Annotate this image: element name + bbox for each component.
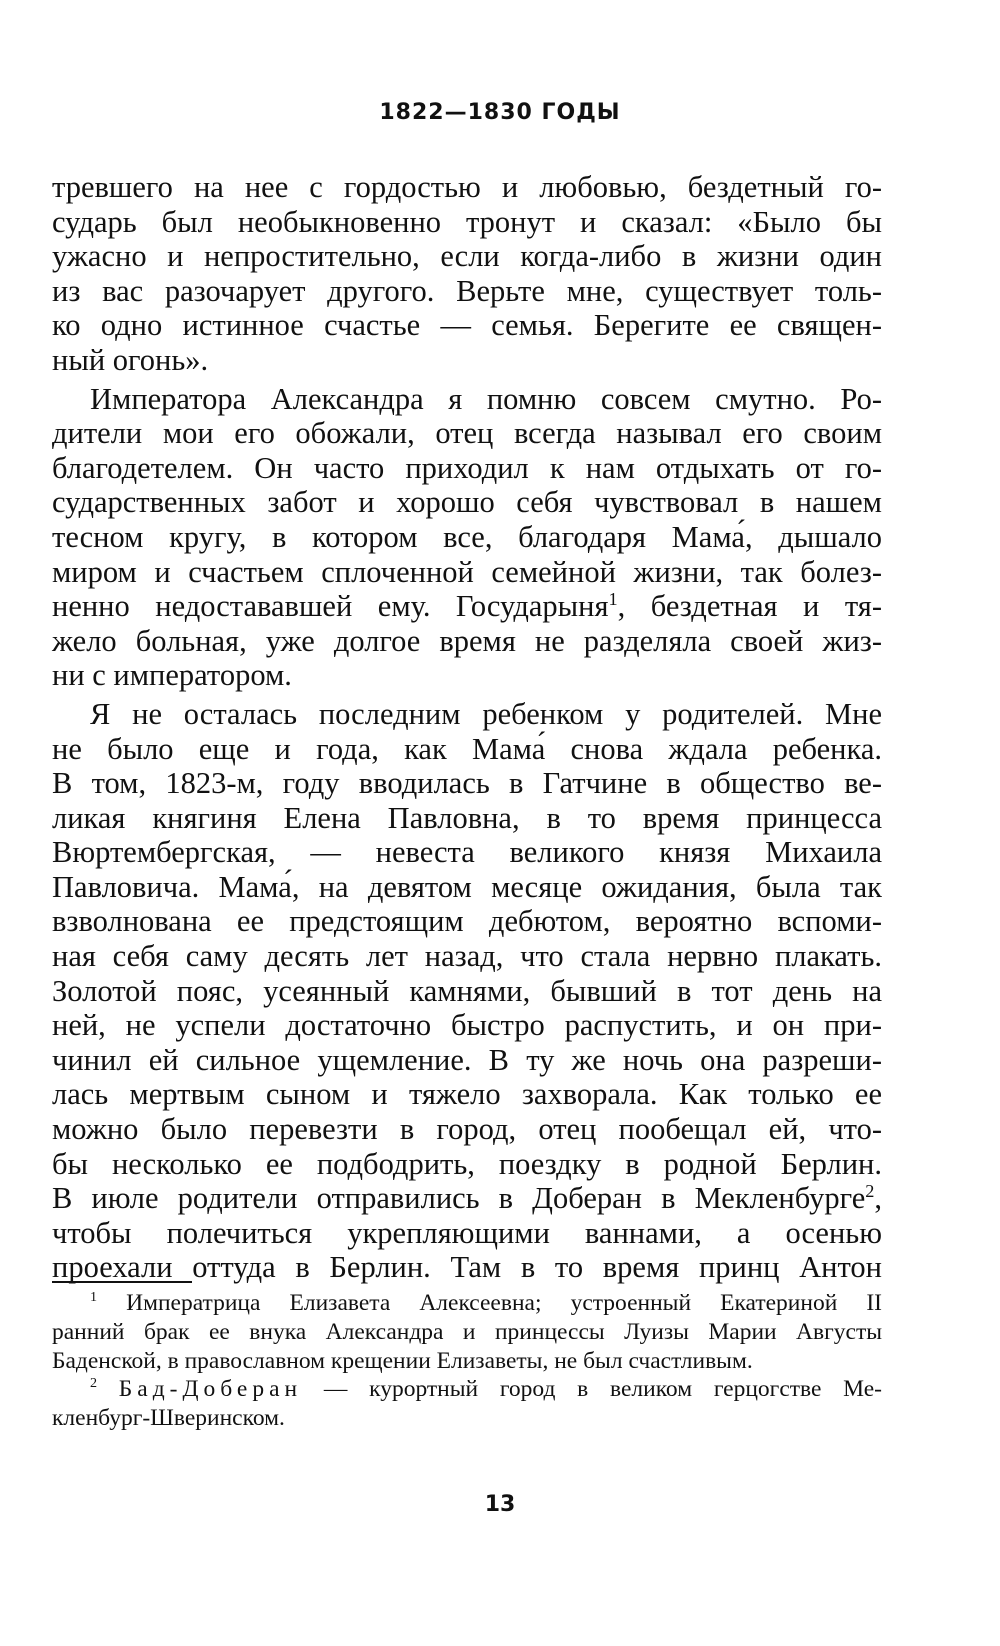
text-fragment: Императрица Елизавета Алексеевна; устроенный Екатериной II: [126, 1290, 882, 1316]
footnote-divider: [52, 1281, 192, 1283]
text-line: ная себя саму десять лет назад, что стала нервно плакать.: [52, 939, 882, 974]
footnote-line: Баденской, в православном крещении Елизаветы, не был счастливым.: [52, 1347, 753, 1374]
footnote-line: кленбург-Шверинском.: [52, 1405, 285, 1432]
text-fragment: В июле родители отправились в Доберан в Мекленбурге: [52, 1181, 866, 1216]
text-line: чтобы полечиться укрепляющими ваннами, а осенью: [52, 1215, 882, 1250]
text-line: [52, 1181, 882, 1216]
text-line: сударь был необыкновенно тронут и сказал: «Было бы: [52, 204, 882, 239]
text-line: жело больная, уже долгое время не разделяла своей жиз-: [52, 623, 882, 658]
text-line: тесном кругу, в котором все, благодаря Мама́, дышало: [52, 519, 882, 554]
text-line: ужасно и непростительно, если когда-либо в жизни один: [52, 239, 882, 274]
text-line: чинил ей сильное ущемление. В ту же ночь она разреши-: [52, 1042, 882, 1077]
text-line: дители мои его обожали, отец всегда называл его своим: [52, 416, 882, 451]
footnote-ref-2[interactable]: 2: [865, 1181, 875, 1202]
text-line: не было еще и года, как Мама́ снова ждала ребенка.: [52, 731, 882, 766]
text-line: взволнована ее предстоящим дебютом, вероятно вспоми-: [52, 904, 882, 939]
text-line: ней, не успели достаточно быстро распустить, и он при-: [52, 1008, 882, 1043]
text-fragment: ненно недостававшей ему. Государыня: [52, 589, 609, 624]
text-line: Павловича. Мама́, на девятом месяце ожидания, была так: [52, 869, 882, 904]
text-line: сударственных забот и хорошо себя чувствовал в нашем: [52, 485, 882, 520]
text-line: из вас разочарует другого. Верьте мне, существует толь-: [52, 273, 882, 308]
text-line: благодетелем. Он часто приходил к нам отдыхать от го-: [52, 450, 882, 485]
text-fragment: , бездетная и тя-: [617, 589, 882, 624]
footnote-line: [52, 1289, 882, 1318]
text-fragment: ,: [874, 1181, 882, 1216]
text-line: ликая княгиня Елена Павловна, в то время принцесса: [52, 800, 882, 835]
text-line: В том, 1823-м, году вводилась в Гатчине в общество ве-: [52, 766, 882, 801]
text-line: Вюртембергская, — невеста великого князя Михаила: [52, 835, 882, 870]
text-line: ный огонь».: [52, 342, 209, 377]
footnote-ref-1[interactable]: 1: [608, 588, 618, 609]
text-line: Я не осталась последним ребенком у родителей. Мне: [90, 696, 882, 731]
footnotes: [52, 1289, 882, 1433]
text-line: Императора Александра я помню совсем смутно. Ро-: [90, 381, 882, 416]
footnote-mark-2: 2: [90, 1375, 98, 1392]
footnote-line: ранний брак ее внука Александра и принцессы Луизы Марии Августы: [52, 1318, 882, 1345]
text-line: ни с императором.: [52, 658, 292, 693]
text-line: бы несколько ее подбодрить, поездку в родной Берлин.: [52, 1146, 882, 1181]
page-number: 13: [484, 1492, 516, 1517]
text-line: лась мертвым сыном и тяжело захворала. Как только ее: [52, 1077, 882, 1112]
text-line: тревшего на нее с гордостью и любовью, бездетный го-: [52, 170, 882, 204]
text-line: проехали оттуда в Берлин. Там в то время принц Антон: [52, 1250, 882, 1285]
footnote-line: [52, 1375, 882, 1404]
text-fragment: — курортный город в великом герцогстве Ме-: [302, 1376, 882, 1403]
footnote-term: Бад-Доберан: [118, 1376, 303, 1403]
main-text: [52, 170, 882, 1285]
text-line: можно было перевезти в город, отец пообещал ей, что-: [52, 1112, 882, 1147]
text-line: миром и счастьем сплоченной семейной жизни, так болез-: [52, 554, 882, 589]
running-head: 1822—1830 ГОДЫ: [379, 100, 621, 125]
text-line: ко одно истинное счастье — семья. Берегите ее священ-: [52, 308, 882, 343]
text-line: [52, 589, 882, 624]
footnote-mark-1: 1: [90, 1289, 98, 1306]
text-line: Золотой пояс, усеянный камнями, бывший в тот день на: [52, 973, 882, 1008]
